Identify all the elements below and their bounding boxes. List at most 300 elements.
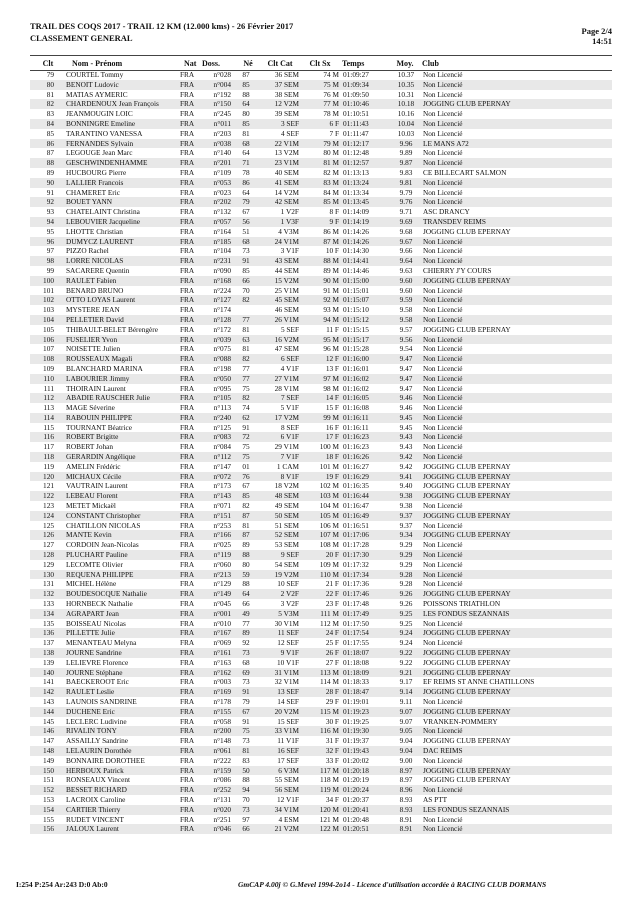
cell-name: FUSELIER Yvon <box>66 334 118 344</box>
cell-temps: 01:16:23 <box>343 442 369 452</box>
cell-temps: 01:17:36 <box>343 579 369 589</box>
cell-temps: 01:09:27 <box>343 70 369 79</box>
cell-temps: 01:16:02 <box>343 383 369 393</box>
cell-name: PIZZO Rachel <box>66 246 109 256</box>
cell-ne: 81 <box>242 745 250 755</box>
cell-moy: 9.05 <box>399 726 413 736</box>
cell-ne: 73 <box>242 677 250 687</box>
cell-club: Non Licencié <box>423 550 463 560</box>
cell-club: JOGGING CLUB EPERNAY <box>423 765 511 775</box>
table-row <box>30 188 612 198</box>
cell-temps: 01:20:18 <box>343 765 369 775</box>
cell-nat: FRA <box>180 579 195 589</box>
table-row <box>30 540 612 550</box>
cell-doss: n°163 <box>213 657 231 667</box>
cell-club: Non Licencié <box>423 314 463 324</box>
table-row <box>30 736 612 746</box>
cell-name: COURTEL Tommy <box>66 70 124 79</box>
cell-clt: 125 <box>43 520 54 530</box>
cell-name: CHATILLON NICOLAS <box>66 520 141 530</box>
cell-clt: 101 <box>43 285 54 295</box>
cell-clt: 127 <box>43 540 54 550</box>
cell-moy: 9.00 <box>399 755 413 765</box>
cell-nat: FRA <box>180 128 195 138</box>
cell-club: Non Licencié <box>423 109 463 119</box>
cell-temps: 01:14:09 <box>343 207 369 217</box>
cell-clt: 138 <box>43 648 54 658</box>
cell-temps: 01:16:47 <box>343 501 369 511</box>
cell-clt: 117 <box>43 442 54 452</box>
cell-cat: 45 SEM <box>274 295 299 305</box>
cell-clt: 156 <box>43 824 54 834</box>
cell-clt: 84 <box>46 118 54 128</box>
cell-club: Non Licencié <box>423 403 463 413</box>
cell-cat: 28 V1M <box>274 383 299 393</box>
table-row <box>30 452 612 462</box>
cell-moy: 9.81 <box>399 177 413 187</box>
cell-nat: FRA <box>180 363 195 373</box>
cell-moy: 9.38 <box>399 501 413 511</box>
cell-doss: n°011 <box>213 118 231 128</box>
cell-club: Non Licencié <box>423 305 463 315</box>
cell-ne: 77 <box>242 363 250 373</box>
cell-sx: 27 F <box>325 657 339 667</box>
cell-doss: n°058 <box>213 716 231 726</box>
cell-doss: n°252 <box>213 785 231 795</box>
cell-name: BLANCHARD MARINA <box>66 363 143 373</box>
cell-ne: 91 <box>242 716 250 726</box>
cell-clt: 109 <box>43 363 54 373</box>
cell-temps: 01:20:24 <box>343 785 369 795</box>
table-row <box>30 609 612 619</box>
cell-clt: 150 <box>43 765 54 775</box>
cell-nat: FRA <box>180 314 195 324</box>
cell-nat: FRA <box>180 559 195 569</box>
cell-doss: n°198 <box>213 363 231 373</box>
cell-moy: 8.97 <box>399 775 413 785</box>
cell-name: HORNBECK Nathalie <box>66 599 133 609</box>
cell-temps: 01:16:44 <box>343 491 369 501</box>
cell-club: JOGGING CLUB EPERNAY <box>423 99 511 109</box>
cell-moy: 9.28 <box>399 579 413 589</box>
cell-ne: 79 <box>242 697 250 706</box>
cell-moy: 8.97 <box>399 765 413 775</box>
cell-ne: 67 <box>242 207 250 217</box>
cell-cat: 47 SEM <box>274 344 299 354</box>
cell-name: CHAMERET Eric <box>66 187 120 197</box>
cell-clt: 89 <box>46 167 54 177</box>
cell-nat: FRA <box>180 118 195 128</box>
cell-sx: 81 M <box>323 158 339 168</box>
cell-club: Non Licencié <box>423 785 463 795</box>
cell-name: GESCHWINDENHAMME <box>66 158 148 168</box>
cell-doss: n°119 <box>213 550 231 560</box>
cell-name: HUCBOURG Pierre <box>66 167 127 177</box>
cell-sx: 96 M <box>323 344 339 354</box>
cell-ne: 63 <box>242 334 250 344</box>
cell-moy: 10.37 <box>397 70 415 79</box>
cell-club: Non Licencié <box>423 187 463 197</box>
cell-cat: 16 SEF <box>277 745 299 755</box>
table-row <box>30 570 612 580</box>
cell-name: BOUET YANN <box>66 197 113 207</box>
cell-clt: 118 <box>43 452 54 462</box>
cell-doss: n°251 <box>213 814 231 824</box>
cell-doss: n°149 <box>213 589 231 599</box>
cell-club: Non Licencié <box>423 569 463 579</box>
cell-sx: 12 F <box>325 354 339 364</box>
cell-name: THOIRAIN Laurent <box>66 383 126 393</box>
cell-moy: 9.25 <box>399 608 413 618</box>
cell-clt: 129 <box>43 559 54 569</box>
cell-club: Non Licencié <box>423 432 463 442</box>
cell-name: FERNANDES Sylvain <box>66 138 134 148</box>
cell-ne: 75 <box>242 452 250 462</box>
table-row <box>30 697 612 707</box>
cell-nat: FRA <box>180 510 195 520</box>
cell-ne: 85 <box>242 118 250 128</box>
cell-club: LE MANS A72 <box>423 138 469 148</box>
cell-ne: 80 <box>242 559 250 569</box>
cell-club: JOGGING CLUB EPERNAY <box>423 471 511 481</box>
cell-cat: 55 SEM <box>274 775 299 785</box>
cell-clt: 137 <box>43 638 54 648</box>
cell-temps: 01:17:32 <box>343 559 369 569</box>
cell-nat: FRA <box>180 70 195 79</box>
cell-ne: 82 <box>242 501 250 511</box>
cell-name: LECLERC Ludivine <box>66 716 127 726</box>
table-row <box>30 766 612 776</box>
cell-sx: 99 M <box>323 412 339 422</box>
cell-temps: 01:20:51 <box>343 824 369 834</box>
cell-nat: FRA <box>180 109 195 119</box>
cell-cat: 3 V2F <box>280 599 299 609</box>
cell-nat: FRA <box>180 452 195 462</box>
cell-cat: 51 SEM <box>274 520 299 530</box>
cell-moy: 9.68 <box>399 226 413 236</box>
cell-sx: 7 F <box>329 128 339 138</box>
cell-cat: 11 SEF <box>277 628 299 638</box>
cell-clt: 97 <box>46 246 54 256</box>
cell-sx: 80 M <box>323 148 339 158</box>
table-row <box>30 315 612 325</box>
cell-nat: FRA <box>180 99 195 109</box>
cell-temps: 01:12:57 <box>343 158 369 168</box>
cell-doss: n°046 <box>213 824 231 834</box>
table-row <box>30 227 612 237</box>
cell-ne: 79 <box>242 197 250 207</box>
cell-clt: 111 <box>43 383 54 393</box>
table-row <box>30 423 612 433</box>
cell-name: BONNAIRE DOROTHEE <box>66 755 145 765</box>
cell-clt: 136 <box>43 628 54 638</box>
cell-nat: FRA <box>180 216 195 226</box>
cell-ne: 83 <box>242 755 250 765</box>
cell-doss: n°240 <box>213 412 231 422</box>
cell-sx: 118 M <box>320 775 339 785</box>
table-row <box>30 589 612 599</box>
cell-cat: 6 SEF <box>280 354 299 364</box>
cell-moy: 9.54 <box>399 344 413 354</box>
cell-cat: 25 V1M <box>274 285 299 295</box>
cell-name: HERBOUX Patrick <box>66 765 124 775</box>
cell-name: LAUNOIS SANDRINE <box>66 697 137 706</box>
cell-cat: 37 SEM <box>274 79 299 89</box>
cell-ne: 88 <box>242 579 250 589</box>
cell-moy: 9.43 <box>399 432 413 442</box>
cell-name: MENANTEAU Melyna <box>66 638 137 648</box>
cell-cat: 53 SEM <box>274 540 299 550</box>
cell-sx: 116 M <box>320 726 339 736</box>
cell-ne: 49 <box>242 608 250 618</box>
cell-sx: 100 M <box>319 442 339 452</box>
cell-temps: 01:19:23 <box>343 706 369 716</box>
cell-nat: FRA <box>180 432 195 442</box>
cell-name: LABOURIER Jimmy <box>66 373 130 383</box>
cell-temps: 01:14:19 <box>343 216 369 226</box>
cell-name: LELIEVRE Florence <box>66 657 129 667</box>
cell-nat: FRA <box>180 334 195 344</box>
cell-name: PILLETTE Julie <box>66 628 115 638</box>
cell-name: JOURNE Sandrine <box>66 648 122 658</box>
cell-doss: n°169 <box>213 687 231 697</box>
table-row <box>30 295 612 305</box>
table-row <box>30 481 612 491</box>
cell-cat: 9 V1F <box>280 648 299 658</box>
cell-doss: n°039 <box>213 334 231 344</box>
cell-moy: 9.11 <box>399 697 413 706</box>
table-row <box>30 775 612 785</box>
cell-club: POISSONS TRIATHLON <box>423 599 501 609</box>
cell-moy: 8.93 <box>399 804 413 814</box>
cell-clt: 102 <box>43 295 54 305</box>
cell-club: Non Licencié <box>423 177 463 187</box>
cell-doss: n°161 <box>213 648 231 658</box>
cell-moy: 9.66 <box>399 246 413 256</box>
table-row <box>30 197 612 207</box>
cell-cat: 17 SEF <box>277 755 299 765</box>
cell-ne: 88 <box>242 550 250 560</box>
table-row <box>30 501 612 511</box>
table-row <box>30 384 612 394</box>
cell-doss: n°231 <box>213 256 231 266</box>
cell-club: Non Licencié <box>423 559 463 569</box>
cell-nat: FRA <box>180 599 195 609</box>
cell-doss: n°185 <box>213 236 231 246</box>
cell-temps: 01:20:02 <box>343 755 369 765</box>
cell-club: Non Licencié <box>423 285 463 295</box>
cell-doss: n°028 <box>213 70 231 79</box>
cell-club: Non Licencié <box>423 197 463 207</box>
cell-cat: 52 SEM <box>274 530 299 540</box>
cell-sx: 95 M <box>323 334 339 344</box>
cell-name: MYSTERE JEAN <box>66 305 120 315</box>
table-row <box>30 687 612 697</box>
cell-nat: FRA <box>180 628 195 638</box>
cell-nat: FRA <box>180 138 195 148</box>
cell-cat: 44 SEM <box>274 265 299 275</box>
cell-clt: 108 <box>43 354 54 364</box>
cell-sx: 101 M <box>319 461 339 471</box>
cell-moy: 10.03 <box>397 128 415 138</box>
cell-clt: 80 <box>46 79 54 89</box>
cell-sx: 83 M <box>323 177 339 187</box>
cell-temps: 01:16:27 <box>343 461 369 471</box>
cell-moy: 9.42 <box>399 461 413 471</box>
cell-temps: 01:15:15 <box>343 324 369 334</box>
cell-cat: 29 V1M <box>274 442 299 452</box>
cell-sx: 26 F <box>325 648 339 658</box>
cell-sx: 19 F <box>325 471 339 481</box>
cell-clt: 120 <box>43 471 54 481</box>
cell-sx: 18 F <box>325 452 339 462</box>
cell-cat: 49 SEM <box>274 501 299 511</box>
cell-sx: 75 M <box>323 79 339 89</box>
cell-sx: 102 M <box>319 481 339 491</box>
cell-temps: 01:14:30 <box>343 246 369 256</box>
cell-moy: 9.63 <box>399 265 413 275</box>
table-row <box>30 129 612 139</box>
cell-clt: 122 <box>43 491 54 501</box>
cell-sx: 10 F <box>325 246 339 256</box>
cell-cat: 18 V2M <box>274 481 299 491</box>
cell-doss: n°084 <box>213 442 231 452</box>
cell-doss: n°113 <box>213 403 231 413</box>
table-row <box>30 746 612 756</box>
table-row <box>30 648 612 658</box>
cell-nat: FRA <box>180 638 195 648</box>
cell-club: JOGGING CLUB EPERNAY <box>423 775 511 785</box>
cell-doss: n°061 <box>213 745 231 755</box>
table-row <box>30 139 612 149</box>
cell-club: ASC DRANCY <box>423 207 470 217</box>
cell-club: Non Licencié <box>423 442 463 452</box>
cell-name: NOISETTE Julien <box>66 344 121 354</box>
cell-doss: n°159 <box>213 765 231 775</box>
cell-moy: 9.29 <box>399 550 413 560</box>
cell-club: JOGGING CLUB EPERNAY <box>423 491 511 501</box>
cell-moy: 9.04 <box>399 736 413 746</box>
cell-temps: 01:19:30 <box>343 726 369 736</box>
cell-doss: n°192 <box>213 89 231 99</box>
cell-temps: 01:19:25 <box>343 716 369 726</box>
table-row <box>30 237 612 247</box>
cell-temps: 01:15:17 <box>343 334 369 344</box>
cell-cat: 13 SEF <box>277 687 299 697</box>
cell-temps: 01:12:17 <box>343 138 369 148</box>
cell-nat: FRA <box>180 285 195 295</box>
cell-sx: 74 M <box>323 70 339 79</box>
cell-temps: 01:17:34 <box>343 569 369 579</box>
cell-club: JOGGING CLUB EPERNAY <box>423 667 511 677</box>
cell-doss: n°075 <box>213 344 231 354</box>
cell-nat: FRA <box>180 295 195 305</box>
cell-ne: 86 <box>242 177 250 187</box>
cell-name: LEBEAU Florent <box>66 491 118 501</box>
cell-clt: 146 <box>43 726 54 736</box>
cell-doss: n°083 <box>213 432 231 442</box>
cell-ne: 87 <box>242 70 250 79</box>
cell-cat: 23 V1M <box>274 158 299 168</box>
cell-name: RUDET VINCENT <box>66 814 124 824</box>
cell-name: THIBAULT-BELET Bérengère <box>66 324 158 334</box>
cell-temps: 01:15:01 <box>343 285 369 295</box>
cell-cat: 24 V1M <box>274 236 299 246</box>
cell-club: JOGGING CLUB EPERNAY <box>423 706 511 716</box>
cell-sx: 86 M <box>323 226 339 236</box>
cell-ne: 72 <box>242 432 250 442</box>
table-row <box>30 462 612 472</box>
cell-clt: 86 <box>46 138 54 148</box>
cell-cat: 14 SEF <box>277 697 299 706</box>
cell-sx: 115 M <box>320 706 339 716</box>
cell-sx: 106 M <box>319 520 339 530</box>
cell-moy: 9.67 <box>399 236 413 246</box>
cell-clt: 81 <box>46 89 54 99</box>
cell-club: Non Licencié <box>423 158 463 168</box>
page-number: Page 2/4 <box>581 26 612 36</box>
cell-clt: 153 <box>43 794 54 804</box>
cell-nat: FRA <box>180 736 195 746</box>
cell-ne: 81 <box>242 324 250 334</box>
cell-moy: 9.24 <box>399 628 413 638</box>
cell-sx: 16 F <box>325 422 339 432</box>
table-row <box>30 756 612 766</box>
cell-name: MAGE Séverine <box>66 403 115 413</box>
cell-club: Non Licencié <box>423 618 463 628</box>
cell-club: JOGGING CLUB EPERNAY <box>423 530 511 540</box>
cell-cat: 1 V3F <box>280 216 299 226</box>
table-row <box>30 119 612 129</box>
cell-nat: FRA <box>180 197 195 207</box>
cell-club: JOGGING CLUB EPERNAY <box>423 589 511 599</box>
cell-ne: 92 <box>242 638 250 648</box>
cell-moy: 9.83 <box>399 167 413 177</box>
cell-sx: 34 F <box>325 794 339 804</box>
cell-name: ASSAILLY Sandrine <box>66 736 129 746</box>
cell-clt: 121 <box>43 481 54 491</box>
table-row <box>30 364 612 374</box>
cell-moy: 9.47 <box>399 383 413 393</box>
cell-clt: 148 <box>43 745 54 755</box>
col-doss: Doss. <box>202 58 221 68</box>
cell-nat: FRA <box>180 393 195 403</box>
cell-nat: FRA <box>180 814 195 824</box>
cell-sx: 9 F <box>329 216 339 226</box>
cell-cat: 27 V1M <box>274 373 299 383</box>
cell-moy: 10.18 <box>397 99 415 109</box>
cell-nat: FRA <box>180 461 195 471</box>
cell-nat: FRA <box>180 726 195 736</box>
cell-club: DAC REIMS <box>423 745 463 755</box>
cell-sx: 103 M <box>319 491 339 501</box>
cell-sx: 105 M <box>319 510 339 520</box>
cell-sx: 31 F <box>325 736 339 746</box>
cell-doss: n°090 <box>213 265 231 275</box>
cell-cat: 40 SEM <box>274 167 299 177</box>
cell-sx: 113 M <box>320 667 339 677</box>
cell-doss: n°222 <box>213 755 231 765</box>
cell-cat: 3 V1F <box>280 246 299 256</box>
cell-doss: n°038 <box>213 138 231 148</box>
cell-temps: 01:11:43 <box>343 118 369 128</box>
cell-name: ROBERT Brigitte <box>66 432 119 442</box>
cell-name: LELAURIN Dorothée <box>66 745 132 755</box>
cell-cat: 34 V1M <box>274 804 299 814</box>
cell-name: CHATELAINT Christina <box>66 207 140 217</box>
cell-club: JOGGING CLUB EPERNAY <box>423 657 511 667</box>
cell-sx: 29 F <box>325 697 339 706</box>
